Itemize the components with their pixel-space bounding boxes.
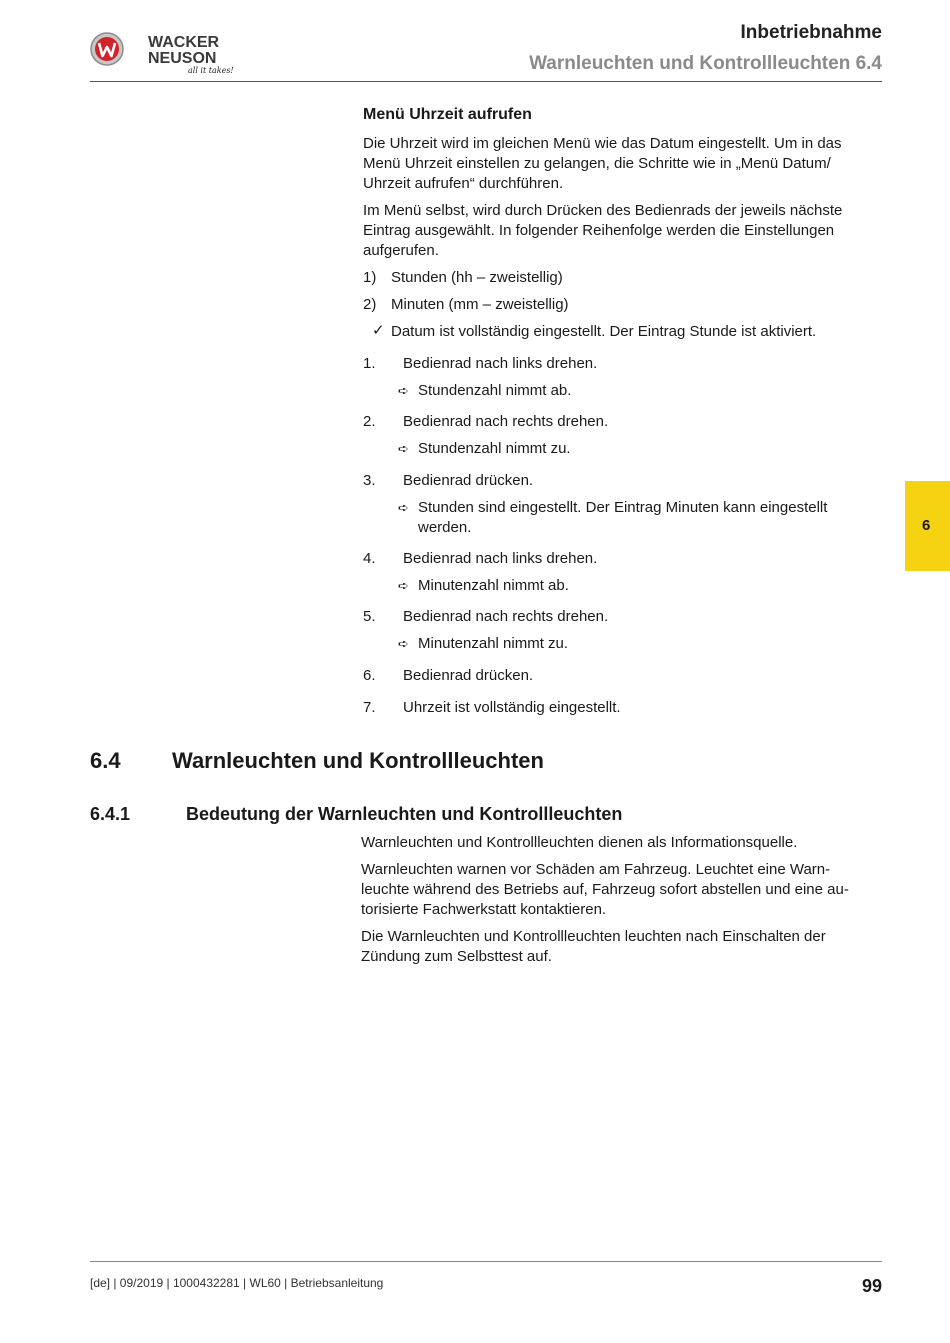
step-text: Bedienrad nach links drehen.	[403, 355, 598, 372]
step-result: Minutenzahl nimmt zu.	[418, 635, 569, 652]
text-line: Die Warnleuchten und Kontrollleuchten leuchten nach Einschalten der	[361, 928, 826, 945]
text-line: torisierte Fachwerkstatt kontaktieren.	[361, 901, 607, 918]
order-item-number: 1)	[363, 269, 377, 286]
step-text: Bedienrad drücken.	[403, 667, 534, 684]
header-divider	[90, 81, 882, 82]
header-chapter-title: Inbetriebnahme	[740, 22, 882, 43]
text-line: Im Menü selbst, wird durch Drücken des Bedienrads der jeweils nächste	[363, 202, 843, 219]
step-number: 5.	[363, 608, 376, 625]
step-text: Uhrzeit ist vollständig eingestellt.	[403, 699, 621, 716]
wacker-neuson-logo	[90, 30, 240, 78]
section-title: Warnleuchten und Kontrollleuchten	[172, 748, 544, 773]
order-item	[363, 268, 376, 288]
order-item-text: Stunden (hh – zweistellig)	[391, 269, 563, 286]
step-result: Stunden sind eingestellt. Der Eintrag Minuten kann eingestellt	[418, 499, 828, 516]
brand-line1: WACKER	[148, 34, 220, 51]
text-line: Eintrag ausgewählt. In folgender Reihenfolge werden die Einstellungen	[363, 222, 835, 239]
subsection-paragraph-3	[361, 927, 826, 967]
text-line: aufgerufen.	[363, 242, 439, 259]
brand-slogan: all it takes!	[188, 66, 234, 75]
result-arrow-icon: ➪	[398, 636, 409, 651]
text-line: Menü Uhrzeit einstellen zu gelangen, die Schritte wie in „Menü Datum/	[363, 155, 831, 172]
menu-paragraph-2	[363, 201, 842, 261]
step-result: Minutenzahl nimmt ab.	[418, 577, 569, 594]
step-number: 7.	[363, 699, 376, 716]
chapter-tab-label: 6	[922, 517, 931, 534]
result-arrow-icon: ➪	[398, 441, 409, 456]
step-result: Stundenzahl nimmt zu.	[418, 440, 571, 457]
checkmark-icon: ✓	[372, 322, 385, 339]
step-text: Bedienrad nach links drehen.	[403, 550, 598, 567]
footer-meta: [de] | 09/2019 | 1000432281 | WL60 | Betriebsanleitung	[90, 1276, 384, 1290]
menu-paragraph-1	[363, 134, 842, 194]
step-text: Bedienrad drücken.	[403, 472, 534, 489]
step-result: Stundenzahl nimmt ab.	[418, 382, 572, 399]
order-item	[363, 295, 376, 315]
step-text: Bedienrad nach rechts drehen.	[403, 608, 609, 625]
step-number: 6.	[363, 667, 376, 684]
result-arrow-icon: ➪	[398, 500, 409, 515]
result-arrow-icon: ➪	[398, 383, 409, 398]
step-number: 3.	[363, 472, 376, 489]
subsection-number: 6.4.1	[90, 804, 131, 824]
footer-divider	[90, 1261, 882, 1262]
step-number: 1.	[363, 355, 376, 372]
subsection-paragraph-2	[361, 860, 849, 920]
result-arrow-icon: ➪	[398, 578, 409, 593]
text-line: leuchte während des Betriebs auf, Fahrzeug sofort abstellen und eine au-	[361, 881, 849, 898]
precondition-text: Datum ist vollständig eingestellt. Der Eintrag Stunde ist aktiviert.	[391, 323, 817, 340]
text-line: Uhrzeit aufrufen“ durchführen.	[363, 175, 564, 192]
step-number: 2.	[363, 413, 376, 430]
step-text: Bedienrad nach rechts drehen.	[403, 413, 609, 430]
page-number: 99	[861, 1276, 882, 1296]
chapter-tab	[905, 481, 950, 571]
subsection-title: Bedeutung der Warnleuchten und Kontrollleuchten	[186, 804, 623, 824]
text-line: Zündung zum Selbsttest auf.	[361, 948, 552, 965]
text-line: Die Uhrzeit wird im gleichen Menü wie das Datum eingestellt. Um in das	[363, 135, 842, 152]
text-line: Warnleuchten warnen vor Schäden am Fahrzeug. Leuchtet eine Warn-	[361, 861, 831, 878]
order-item-text: Minuten (mm – zweistellig)	[391, 296, 569, 313]
order-item-number: 2)	[363, 296, 377, 313]
menu-heading: Menü Uhrzeit aufrufen	[363, 106, 532, 123]
header-section-title: Warnleuchten und Kontrollleuchten 6.4	[529, 53, 882, 74]
step-result: werden.	[418, 519, 472, 536]
step-number: 4.	[363, 550, 376, 567]
section-number: 6.4	[90, 748, 121, 773]
brand-line2: NEUSON	[148, 50, 217, 67]
subsection-paragraph-1	[361, 833, 797, 853]
text-line: Warnleuchten und Kontrollleuchten dienen als Informationsquelle.	[361, 834, 798, 851]
